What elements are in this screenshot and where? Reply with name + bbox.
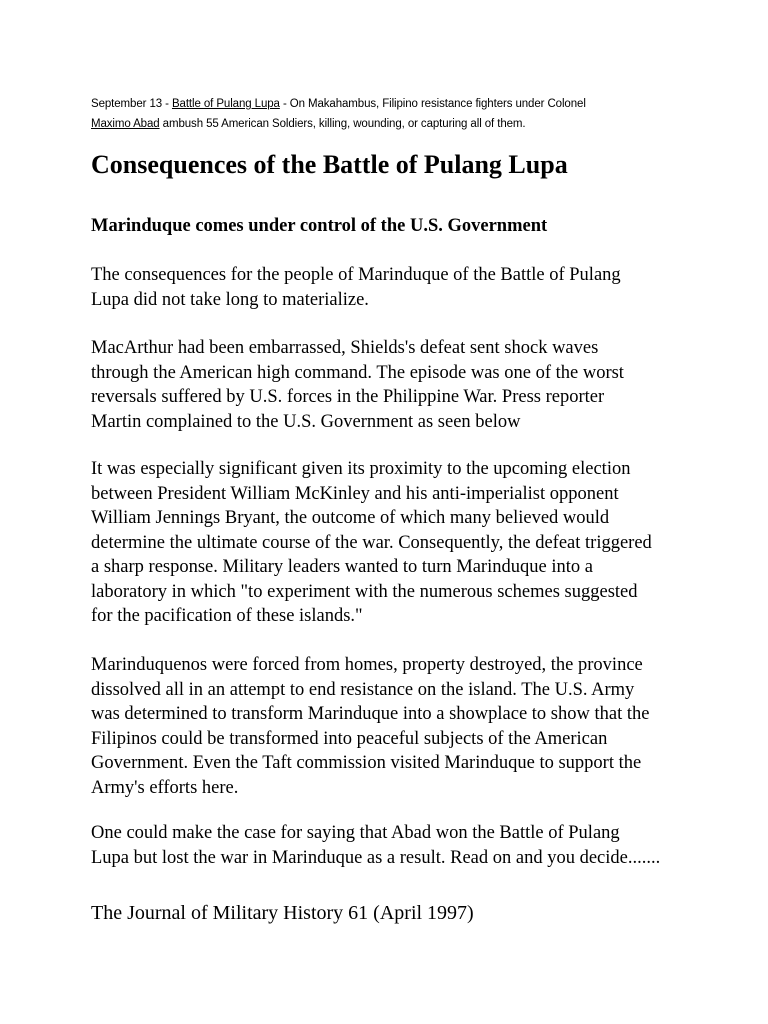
paragraph-line: Martin complained to the U.S. Government as seen below <box>91 411 521 432</box>
intro-text-b: ambush 55 American Soldiers, killing, wounding, or capturing all of them. <box>159 118 526 130</box>
paragraph-line: determine the ultimate course of the war. Consequently, the defeat triggered <box>91 532 652 553</box>
paragraph-conclusion <box>91 821 741 870</box>
page-title: Consequences of the Battle of Pulang Lupa <box>91 150 568 179</box>
paragraph-line: Government. Even the Taft commission visited Marinduque to support the <box>91 753 642 773</box>
paragraph-line: laboratory in which "to experiment with the numerous schemes suggested <box>91 581 638 602</box>
paragraph-line: One could make the case for saying that Abad won the Battle of Pulang <box>91 823 620 843</box>
paragraph-line: between President William McKinley and his anti-imperialist opponent <box>91 483 619 504</box>
maximo-abad-link[interactable]: Maximo Abad <box>91 118 160 130</box>
section-subtitle: Marinduque comes under control of the U.S. Government <box>91 216 548 236</box>
intro-date: September 13 - <box>91 98 172 110</box>
paragraph-election <box>91 457 741 629</box>
paragraph-line: MacArthur had been embarrassed, Shields's defeat sent shock waves <box>91 338 599 358</box>
paragraph-macarthur <box>91 336 741 434</box>
journal-citation: The Journal of Military History 61 (April 1997) <box>91 902 474 924</box>
paragraph-line: Lupa but lost the war in Marinduque as a result. Read on and you decide....... <box>91 847 661 868</box>
intro-paragraph <box>91 94 741 134</box>
intro-text-a: - On Makahambus, Filipino resistance fighters under Colonel <box>279 98 586 110</box>
paragraph-line: Marinduquenos were forced from homes, property destroyed, the province <box>91 655 643 675</box>
paragraph-line: Army's efforts here. <box>91 777 239 798</box>
paragraph-line: The consequences for the people of Marinduque of the Battle of Pulang <box>91 265 621 285</box>
paragraph-line: dissolved all in an attempt to end resistance on the island. The U.S. Army <box>91 679 635 700</box>
paragraph-line: Filipinos could be transformed into peaceful subjects of the American <box>91 728 608 749</box>
battle-of-pulang-lupa-link[interactable]: Battle of Pulang Lupa <box>171 98 280 110</box>
paragraph-line: reversals suffered by U.S. forces in the Philippine War. Press reporter <box>91 387 605 407</box>
paragraph-marinduquenos <box>91 653 741 800</box>
paragraph-line: Lupa did not take long to materialize. <box>91 289 369 310</box>
paragraph-line: It was especially significant given its proximity to the upcoming election <box>91 459 631 479</box>
paragraph-consequences <box>91 263 741 312</box>
paragraph-line: was determined to transform Marinduque into a showplace to show that the <box>91 704 650 724</box>
paragraph-line: through the American high command. The episode was one of the worst <box>91 362 624 383</box>
paragraph-line: a sharp response. Military leaders wanted to turn Marinduque into a <box>91 557 593 577</box>
paragraph-line: for the pacification of these islands." <box>91 606 363 626</box>
paragraph-line: William Jennings Bryant, the outcome of which many believed would <box>91 508 610 528</box>
